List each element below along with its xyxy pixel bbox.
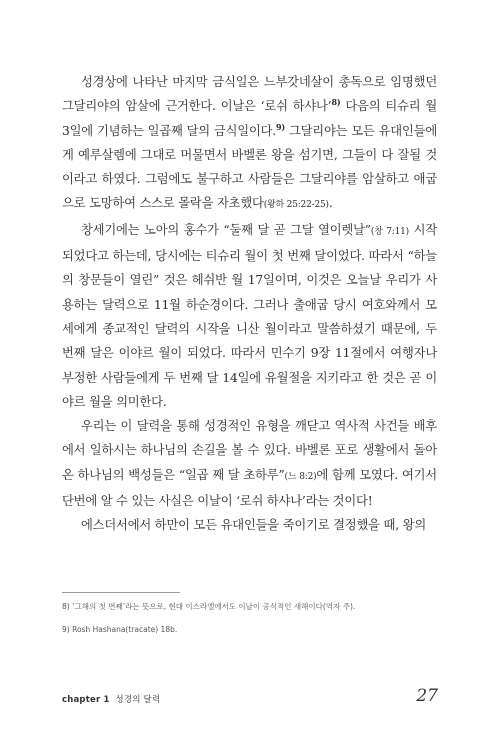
footnote-8: 8) ‘그해의 첫 번째’라는 뜻으로, 현대 이스라엘에서도 이날이 공식적인 새해이다(역자 주). xyxy=(62,602,356,611)
scripture-citation: (느 8:2) xyxy=(284,471,317,482)
page-footer xyxy=(62,686,438,706)
paragraph-4 xyxy=(62,513,437,537)
paragraph-3 xyxy=(62,414,437,513)
running-footer xyxy=(62,693,160,705)
scripture-citation: (창 7:11) xyxy=(370,226,409,237)
paragraph-2-text: 창세기에는 노아의 홍수가 “둘째 달 곧 그달 열이렛날” xyxy=(81,222,371,237)
paragraph-1-text-3: 그달리야는 모든 유대인들에게 예루살렘에 그대로 머물면서 바벨론 왕을 섬기면, 그들이 다 잘될 것이라고 하였다. 그럼에도 불구하고 사람들은 그달리야를 암살하고 애굽으로 도망하여 스스로 몰락을 자초했다 xyxy=(62,123,438,211)
footnote-ref-9[interactable]: 9) xyxy=(276,121,285,132)
footnote-ref-8[interactable]: 8) xyxy=(331,97,341,108)
chapter-label: chapter 1 xyxy=(62,695,110,705)
scripture-citation: (왕하 25:22-25) xyxy=(263,200,329,211)
paragraph-1-text-2: 다음의 티슈리 월 3일에 기념하는 일곱째 달의 금식일이다. xyxy=(62,99,437,138)
paragraph-2-text-2: 시작되었다고 하는데, 당시에는 티슈리 월이 첫 번째 달이었다. 따라서 “하늘의 창문들이 열린” 것은 헤쉬반 월 17일이며, 이것은 오늘날 우리가 사용하는 달력으로 11월 하순경이다. 그러나 출애굽 당시 여호와께서 모세에게 종교적인 달력의 시작을 니산 월이라고 말씀하셨기 때문에, 두 번째 달은 이야르 월이 되었다. 따라서 민수기 9장 11절에서 여행자나 부정한 사람들에게 두 번째 달 14일에 유월절을 지키라고 한 것은 곧 이야르 월을 의미한다. xyxy=(62,222,437,409)
paragraph-1-text: 성경상에 나타난 마지막 금식일은 느부갓네살이 총독으로 임명했던 그달리야의 암살에 근거한다. 이날은 ‘로쉬 하샤나’ xyxy=(62,75,437,114)
paragraph-4-text: 에스더서에서 하만이 모든 유대인들을 죽이기로 결정했을 때, 왕의 xyxy=(81,518,426,533)
footnote-divider xyxy=(62,592,180,593)
paragraph-1 xyxy=(62,70,437,218)
paragraph-3-text-2: 에 함께 모였다. 여기서 단번에 알 수 있는 사실은 이날이 ‘로쉬 하샤나’라는 것이다! xyxy=(62,467,437,509)
body-text xyxy=(62,70,437,538)
page-number: 27 xyxy=(416,686,438,706)
footnote-9: 9) Rosh Hashana(tracate) 18b. xyxy=(62,625,178,634)
footnotes xyxy=(62,601,442,647)
chapter-title: 성경의 달력 xyxy=(115,695,161,705)
paragraph-2 xyxy=(62,218,437,414)
paragraph-3-text: 우리는 이 달력을 통해 성경적인 유형을 깨닫고 역사적 사건들 배후에서 일하시는 하나님의 손길을 볼 수 있다. 바벨론 포로 생활에서 돌아온 하나님의 백성들은 “일곱 째 달 초하루” xyxy=(62,419,437,482)
paragraph-1-end: . xyxy=(328,196,333,211)
